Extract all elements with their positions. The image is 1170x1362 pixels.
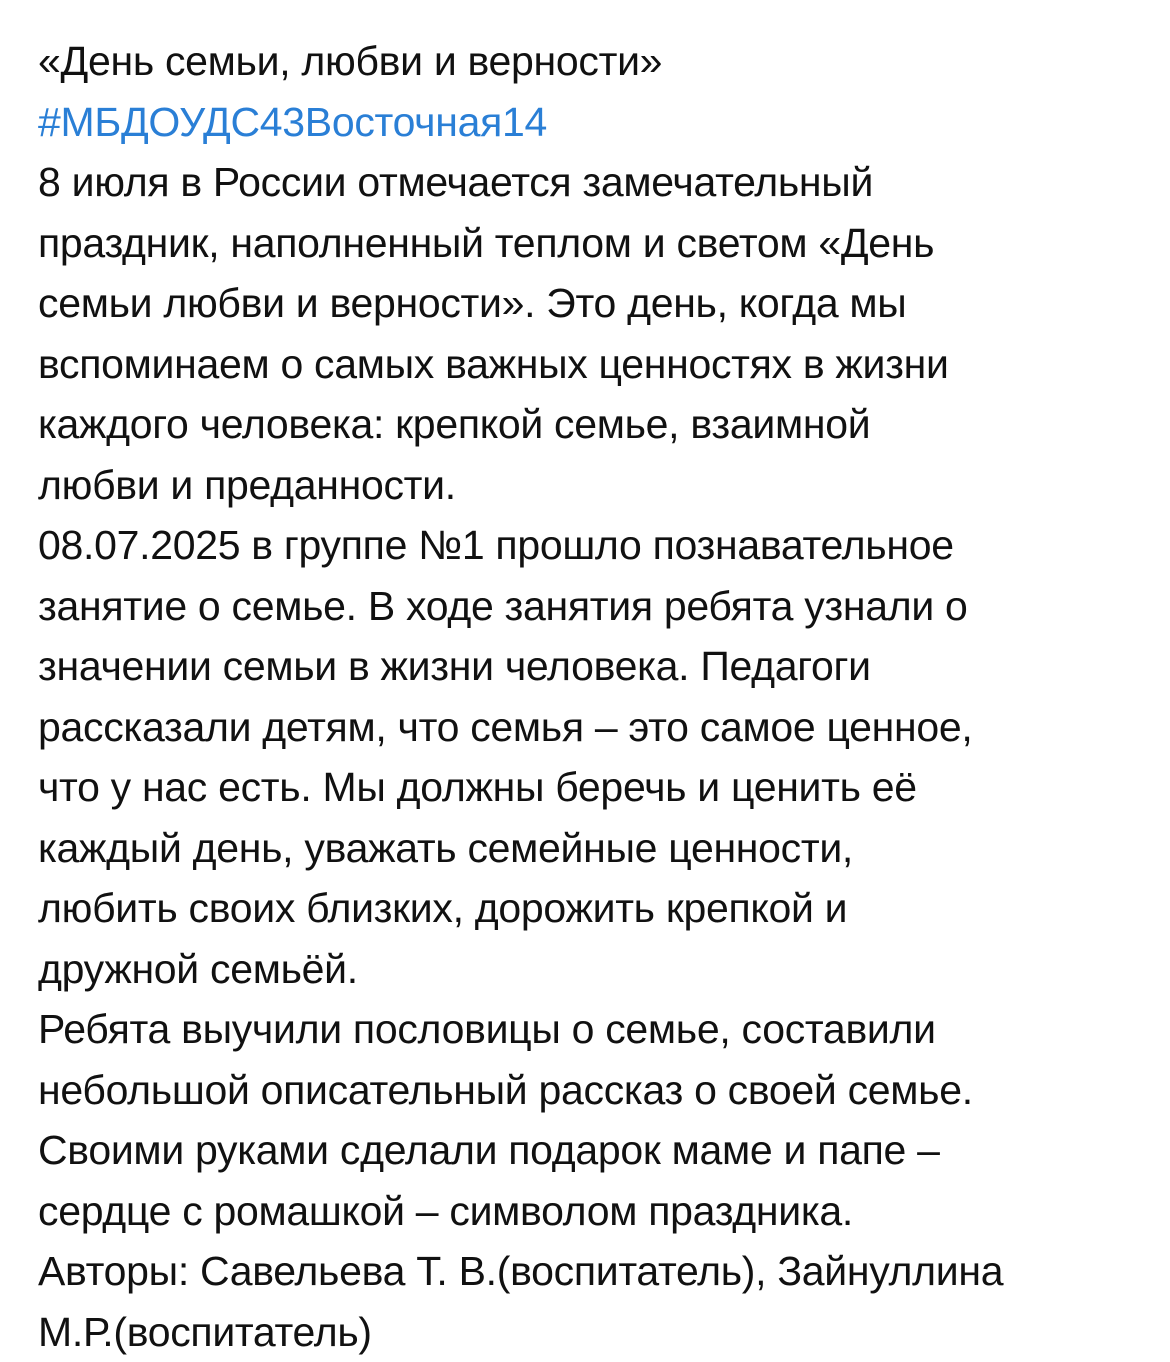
- post-text: [38, 31, 1138, 1362]
- post-line: Своими руками сделали подарок маме и папе –: [38, 1120, 1138, 1181]
- post-authors-line: М.Р.(воспитатель): [38, 1302, 1138, 1362]
- post-line: любви и преданности.: [38, 455, 1138, 516]
- post-line: Ребята выучили пословицы о семье, составили: [38, 999, 1138, 1060]
- post-line: любить своих близких, дорожить крепкой и: [38, 878, 1138, 939]
- hashtag-link[interactable]: #МБДОУДС43Восточная14: [38, 92, 1138, 153]
- post-line: каждого человека: крепкой семье, взаимной: [38, 394, 1138, 455]
- post-line: дружной семьёй.: [38, 939, 1138, 1000]
- post-line: значении семьи в жизни человека. Педагоги: [38, 636, 1138, 697]
- post-line: небольшой описательный рассказ о своей семье.: [38, 1060, 1138, 1121]
- post-title: «День семьи, любви и верности»: [38, 31, 1138, 92]
- post-authors-line: Авторы: Савельева Т. В.(воспитатель), Зайнуллина: [38, 1241, 1138, 1302]
- post-line: рассказали детям, что семья – это самое ценное,: [38, 697, 1138, 758]
- post-line: семьи любви и верности». Это день, когда мы: [38, 273, 1138, 334]
- post-line: занятие о семье. В ходе занятия ребята узнали о: [38, 576, 1138, 637]
- post-line: праздник, наполненный теплом и светом «День: [38, 213, 1138, 274]
- post-line: вспоминаем о самых важных ценностях в жизни: [38, 334, 1138, 395]
- post-line: каждый день, уважать семейные ценности,: [38, 818, 1138, 879]
- post-line: 8 июля в России отмечается замечательный: [38, 152, 1138, 213]
- post-line: сердце с ромашкой – символом праздника.: [38, 1181, 1138, 1242]
- post-line: что у нас есть. Мы должны беречь и ценить её: [38, 757, 1138, 818]
- post-line: 08.07.2025 в группе №1 прошло познавательное: [38, 515, 1138, 576]
